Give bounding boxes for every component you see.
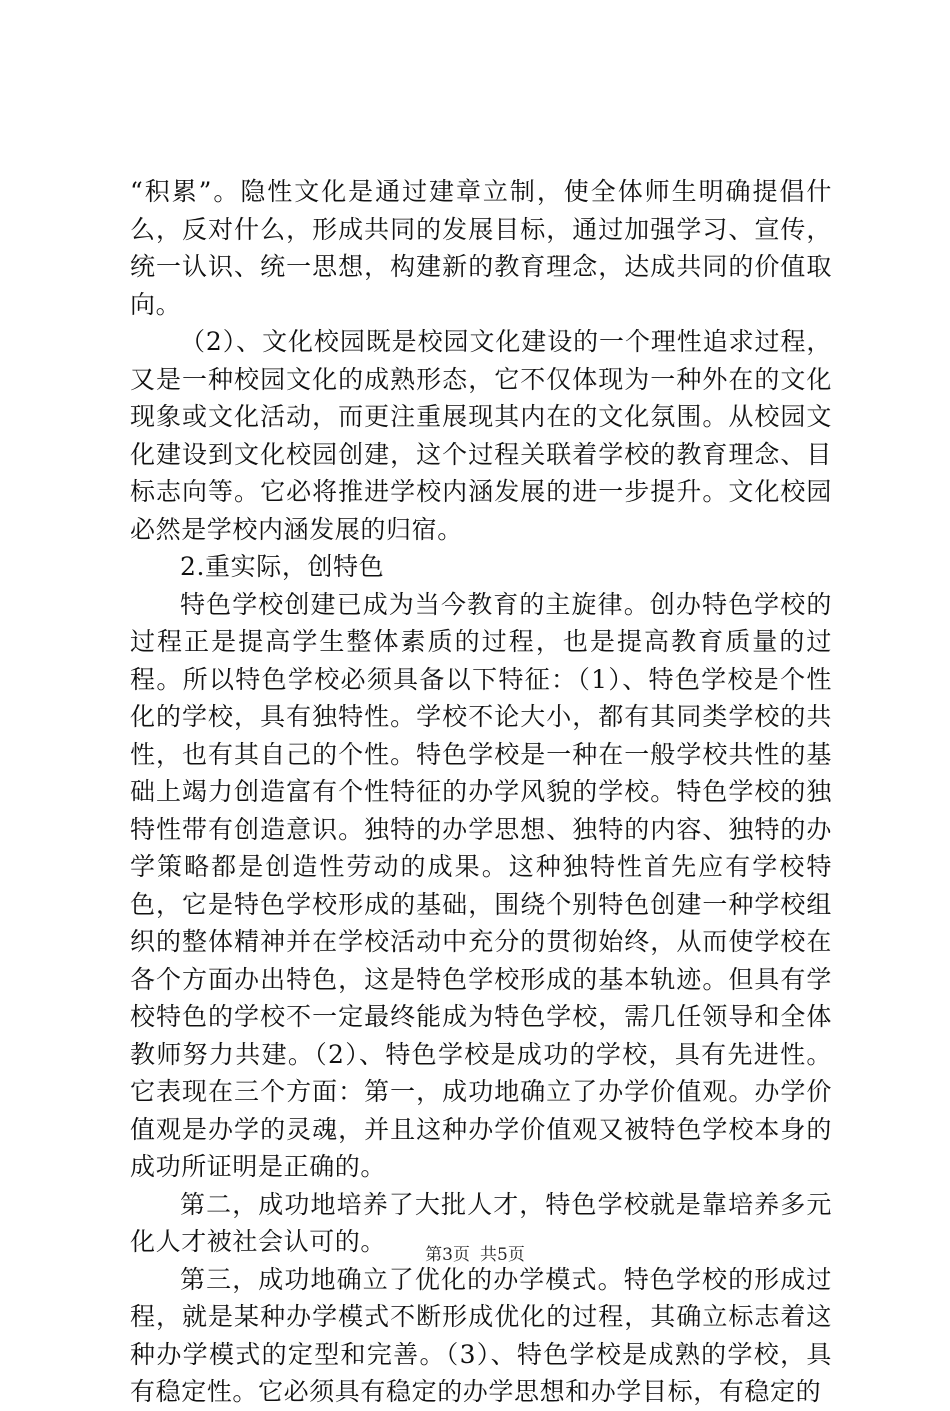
paragraph-hidden-culture: “积累”。隐性文化是通过建章立制，使全体师生明确提倡什么，反对什么，形成共同的发展目标，通过加强学习、宣传，统一认识、统一思想，构建新的教育理念，达成共同的价值取向。 bbox=[130, 177, 832, 319]
paragraph-characteristic-school: 特色学校创建已成为当今教育的主旋律。创办特色学校的过程正是提高学生整体素质的过程，也是提高教育质量的过程。所以特色学校必须具备以下特征：（1）、特色学校是个性化的学校，具有独特性。学校不论大小，都有其同类学校的共性，也有其自己的个性。特色学校是一种在一般学校共性的基础上竭力创造富有个性特征的办学风貌的学校。特色学校的独特性带有创造意识。独特的办学思想、独特的内容、独特的办学策略都是创造性劳动的成果。这种独特性首先应有学校特色，它是特色学校形成的基础，围绕个别特色创建一种学校组织的整体精神并在学校活动中充分的贯彻始终，从而使学校在各个方面办出特色，这是特色学校形成的基本轨迹。但具有学校特色的学校不一定最终能成为特色学校，需几任领导和全体教师努力共建。（2）、特色学校是成功的学校，具有先进性。它表现在三个方面：第一，成功地确立了办学价值观。办学价值观是办学的灵魂，并且这种办学价值观又被特色学校本身的成功所证明是正确的。 bbox=[130, 589, 832, 1181]
page-footer bbox=[0, 1240, 950, 1265]
paragraph-cultural-campus: （2）、文化校园既是校园文化建设的一个理性追求过程，又是一种校园文化的成熟形态，它不仅体现为一种外在的文化现象或文化活动，而更注重展现其内在的文化氛围。从校园文化建设到文化校园创建，这个过程关联着学校的教育理念、目标志向等。它必将推进学校内涵发展的进一步提升。文化校园必然是学校内涵发展的归宿。 bbox=[130, 327, 832, 544]
page-total: 共5页 bbox=[480, 1245, 525, 1265]
paragraph-third-point: 第三，成功地确立了优化的办学模式。特色学校的形成过程，就是某种办学模式不断形成优化的过程，其确立标志着这种办学模式的定型和完善。（3）、特色学校是成熟的学校，具有稳定性。它必须具有稳定的办学思想和办学目标，有稳定的 bbox=[130, 1264, 832, 1406]
paragraph-second-point: 第二，成功地培养了大批人才，特色学校就是靠培养多元化人才被社会认可的。 bbox=[130, 1189, 832, 1256]
section-heading: 2.重实际，创特色 bbox=[180, 552, 385, 581]
document-body bbox=[130, 173, 832, 1411]
page-number: 第3页 bbox=[425, 1245, 470, 1265]
